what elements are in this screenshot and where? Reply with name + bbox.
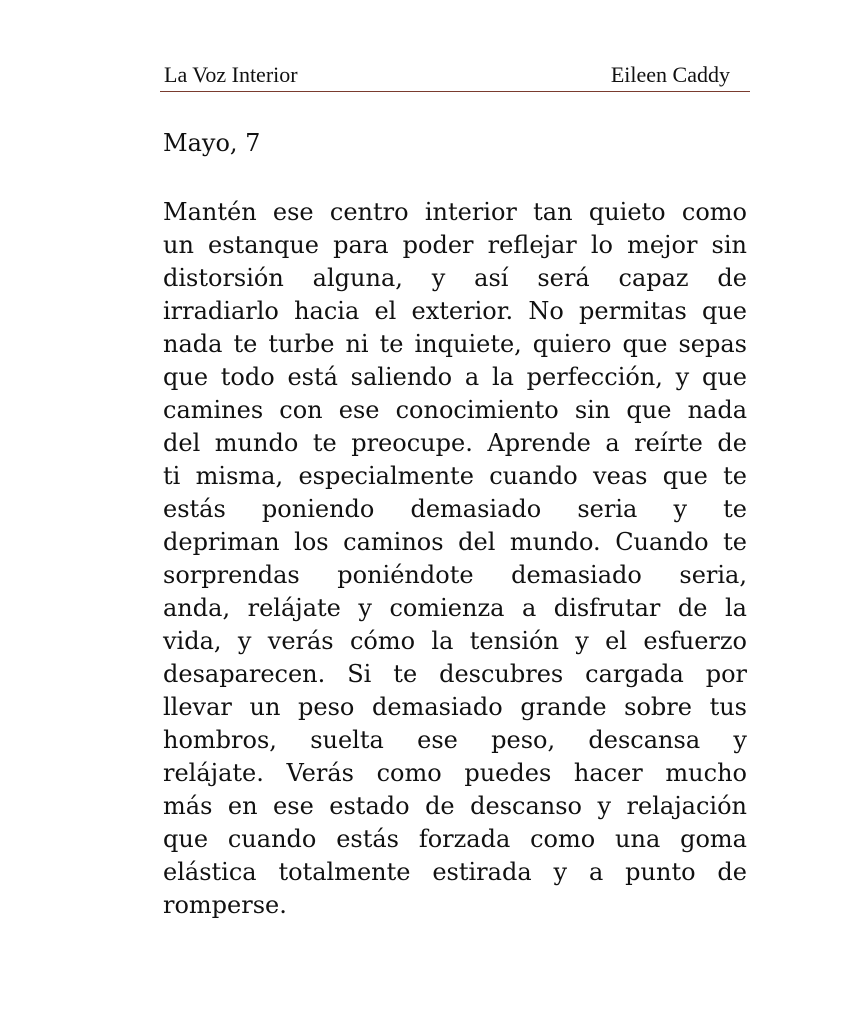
body-line-last: romperse.: [163, 891, 287, 919]
body-line: que todo está saliendo a la perfección, y que: [163, 363, 747, 391]
body-line: distorsión alguna, y así será capaz de: [163, 264, 747, 292]
body-line: anda, relájate y comienza a disfrutar de la: [163, 594, 747, 622]
body-line: un estanque para poder reflejar lo mejor sin: [163, 231, 747, 259]
body-line: más en ese estado de descanso y relajación: [163, 792, 747, 820]
body-line: camines con ese conocimiento sin que nada: [163, 396, 747, 424]
body-line: desaparecen. Si te descubres cargada por: [163, 660, 747, 688]
body-line: sorprendas poniéndote demasiado seria,: [163, 561, 747, 589]
body-line: ti misma, especialmente cuando veas que te: [163, 462, 747, 490]
entry-body: [163, 196, 747, 922]
body-line: elástica totalmente estirada y a punto de: [163, 858, 747, 886]
author-name: Eileen Caddy: [610, 62, 730, 87]
body-line: vida, y verás cómo la tensión y el esfuerzo: [163, 627, 747, 655]
running-header: [160, 62, 750, 92]
body-line: estás poniendo demasiado seria y te: [163, 495, 747, 523]
body-line: Mantén ese centro interior tan quieto como: [163, 198, 747, 226]
body-line: llevar un peso demasiado grande sobre tus: [163, 693, 747, 721]
book-title: La Voz Interior: [164, 62, 298, 87]
body-line: hombros, suelta ese peso, descansa y: [163, 726, 747, 754]
document-page: [160, 62, 750, 922]
body-line: nada te turbe ni te inquiete, quiero que sepas: [163, 330, 747, 358]
body-line: del mundo te preocupe. Aprende a reírte de: [163, 429, 747, 457]
body-line: relájate. Verás como puedes hacer mucho: [163, 759, 747, 787]
body-line: irradiarlo hacia el exterior. No permitas que: [163, 297, 747, 325]
body-line: depriman los caminos del mundo. Cuando te: [163, 528, 747, 556]
body-line: que cuando estás forzada como una goma: [163, 825, 747, 853]
entry-date: Mayo, 7: [163, 129, 261, 157]
